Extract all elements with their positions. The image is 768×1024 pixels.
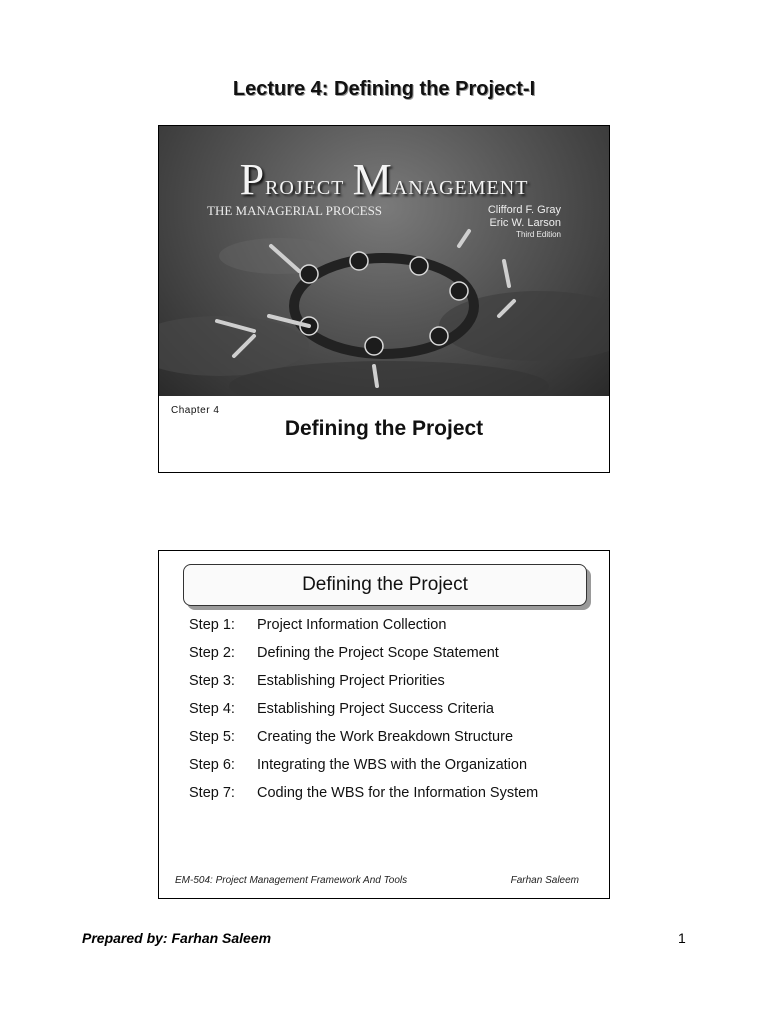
list-item — [189, 673, 538, 701]
chapter-title: Defining the Project — [284, 417, 484, 440]
step-text: Establishing Project Success Criteria — [257, 701, 494, 717]
page-number: 1 — [678, 930, 686, 946]
list-item — [189, 701, 538, 729]
step-text: Creating the Work Breakdown Structure — [257, 729, 514, 745]
slide-heading: Defining the Project — [183, 564, 587, 606]
step-number: Step 3: — [189, 673, 235, 689]
list-item — [189, 785, 538, 813]
step-number: Step 7: — [189, 785, 235, 801]
cover-authors — [488, 204, 561, 240]
step-text: Establishing Project Priorities — [257, 673, 445, 689]
step-text: Defining the Project Scope Statement — [257, 645, 499, 661]
step-text: Integrating the WBS with the Organization — [257, 757, 528, 773]
steps-slide — [158, 550, 610, 899]
step-text: Coding the WBS for the Information System — [257, 785, 539, 801]
step-text: Project Information Collection — [257, 617, 447, 633]
book-cover-image — [159, 126, 609, 396]
edition-label: Third Edition — [516, 230, 561, 239]
steps-list — [189, 617, 538, 813]
list-item — [189, 757, 538, 785]
list-item — [189, 645, 538, 673]
step-number: Step 1: — [189, 617, 235, 633]
step-number: Step 6: — [189, 757, 235, 773]
title-slide — [158, 125, 610, 473]
cover-title: Project Management — [239, 155, 529, 204]
step-number: Step 4: — [189, 701, 235, 717]
list-item — [189, 729, 538, 757]
page-title: Lecture 4: Defining the Project-I — [232, 78, 536, 100]
slide-footer — [175, 875, 579, 886]
author-name: Eric W. Larson — [489, 217, 561, 229]
list-item — [189, 617, 538, 645]
step-number: Step 2: — [189, 645, 235, 661]
author-name: Farhan Saleem — [510, 875, 579, 886]
author-name: Clifford F. Gray — [487, 204, 561, 216]
chapter-label: Chapter 4 — [171, 405, 220, 416]
prepared-by: Prepared by: Farhan Saleem — [82, 930, 272, 946]
course-name: EM-504: Project Management Framework And Tools — [175, 875, 408, 886]
step-number: Step 5: — [189, 729, 235, 745]
cover-subtitle: THE MANAGERIAL PROCESS — [207, 203, 383, 218]
